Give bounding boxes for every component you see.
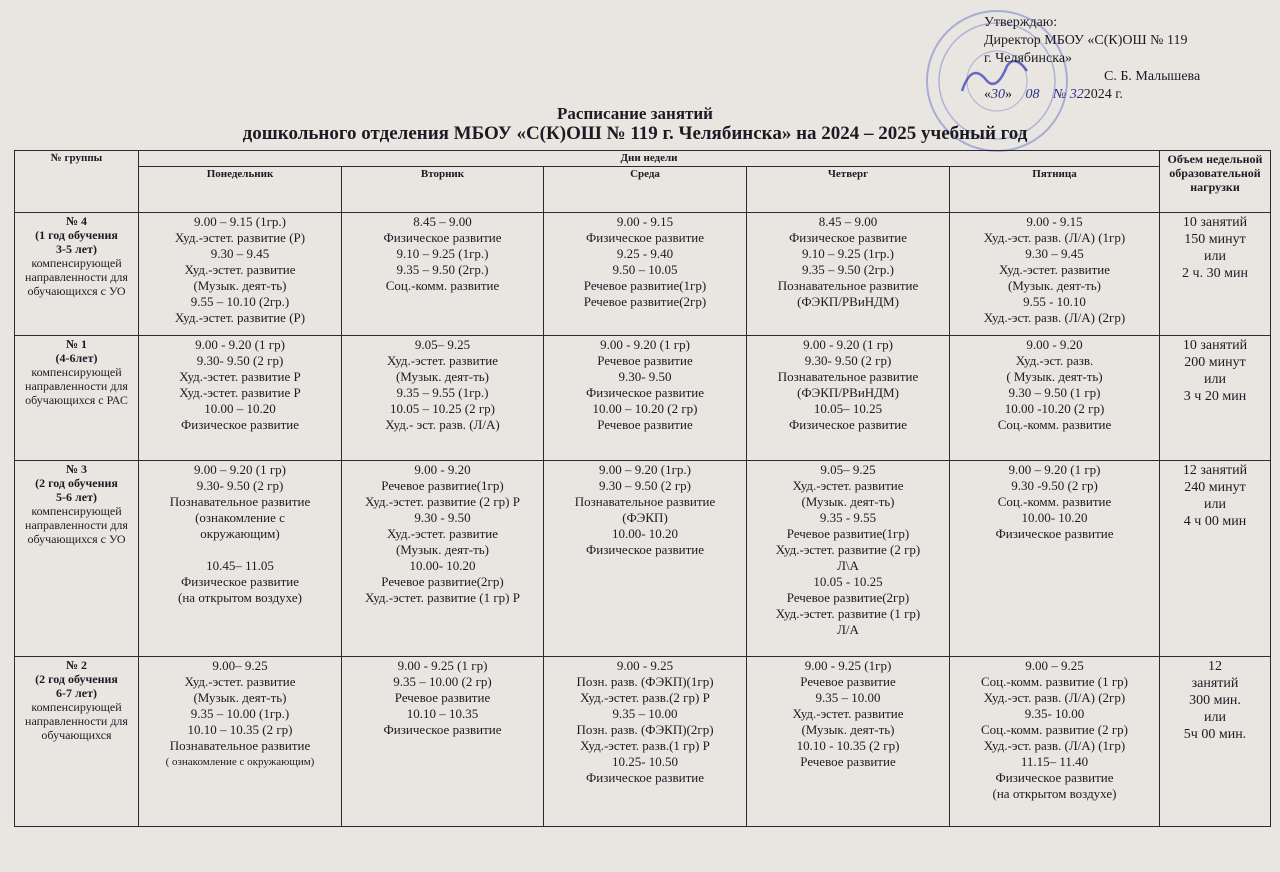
cell-line: (Музык. деят-ть) [193,690,287,705]
title-line-2: дошкольного отделения МБОУ «С(К)ОШ № 119 г. Челябинска» на 2024 – 2025 учебный год [242,123,1028,144]
cell-line: 12 [1208,659,1222,674]
cell-line: Речевое развитие(1гр) [786,526,910,541]
monday-cell [139,336,342,461]
cell-line: (2 год обучения [35,672,118,686]
cell-line: Речевое развитие [800,674,896,689]
cell-line: компенсирующей направленности для обучающихся с УО [25,504,128,546]
weekly-load-cell [1160,213,1271,336]
cell-line: Позн. разв. (ФЭКП)(1гр) [576,674,714,689]
cell-line: 10.10 - 10.35 (2 гр) [796,738,900,753]
cell-line: или [1204,372,1226,387]
schedule-row [15,213,1271,336]
header-tuesday: Вторник [342,167,544,213]
cell-line: 9.35 – 10.00 (1гр.) [190,706,290,721]
cell-line: 6-7 лет) [56,686,97,700]
cell-line: компенсирующей направленности для обучающихся [25,700,128,742]
weekly-load-cell [1160,657,1271,827]
cell-line: 9.00 – 9.25 [1025,658,1084,673]
cell-line: 10 занятий [1182,215,1248,230]
cell-line: 9.35 – 9.50 (2гр.) [396,262,489,277]
friday-cell [950,657,1160,827]
cell-line: 9.30- 9.50 (2 гр) [196,478,284,493]
cell-line: Худ.- эст. разв. (Л/А) [385,417,500,432]
cell-line: (2 год обучения [35,476,118,490]
cell-line: Физическое развитие [995,526,1114,541]
cell-line: Речевое развитие(2гр) [786,590,910,605]
cell-line: 9.25 - 9.40 [616,246,674,261]
cell-line: Физическое развитие [586,542,704,557]
header-thursday: Четверг [747,167,950,213]
cell-line: Речевое развитие [800,754,896,769]
cell-line: 9.00 - 9.25 [616,658,674,673]
cell-line: Худ.-эстет. развитие (1 гр) Р [364,590,520,605]
cell-line: № 1 [65,337,88,351]
cell-line: (Музык. деят-ть) [801,494,895,509]
wednesday-cell [544,213,747,336]
cell-line: 10.00- 10.20 [1021,510,1088,525]
cell-line: Худ.-эстет. разв.(1 гр) Р [580,738,710,753]
cell-line: 9.00 – 9.15 (1гр.) [194,214,286,229]
cell-line: (Музык. деят-ть) [801,722,895,737]
header-volume: Объем недельной образовательной нагрузки [1160,151,1271,213]
cell-line: ( ознакомление с окружающим) [165,756,315,768]
cell-line: Худ.-эстет. развитие [998,262,1111,277]
cell-line: 10.25- 10.50 [611,754,679,769]
cell-line: 200 минут [1184,355,1246,370]
cell-line: (Музык. деят-ть) [193,278,287,293]
cell-line: Речевое развитие(2гр) [381,574,504,589]
cell-line: 9.30 – 9.50 (2 гр) [599,478,691,493]
cell-line: Худ.-эст. разв. (Л/А) (1гр) [983,738,1126,753]
cell-line: Соц.-комм. развитие [997,494,1112,509]
cell-line: 9.35 – 9.50 (2гр.) [802,262,894,277]
cell-line: 9.00 - 9.25 (1гр) [804,658,892,673]
group-cell [15,336,139,461]
cell-line: Речевое развитие(1гр) [381,478,504,493]
cell-line: Л/А [837,622,859,637]
cell-line: Соц.-комм. развитие [997,417,1112,432]
cell-line: занятий [1191,676,1239,691]
wednesday-cell [544,657,747,827]
cell-line: (4-6лет) [55,351,98,365]
cell-line: 9.30 – 9.50 (1 гр) [1008,385,1101,400]
cell-line: ( Музык. деят-ть) [1006,369,1103,384]
cell-line: Физическое развитие [586,385,704,400]
monday-cell [139,657,342,827]
wednesday-cell [544,336,747,461]
schedule-row [15,461,1271,657]
header-group: № группы [15,151,139,213]
cell-line: 8.45 – 9.00 [413,214,472,229]
cell-line: 10 занятий [1182,338,1248,353]
page-title [0,104,1270,144]
header-monday: Понедельник [139,167,342,213]
tuesday-cell [342,336,544,461]
cell-line: 9.35 – 10.00 [815,690,881,705]
wednesday-cell [544,461,747,657]
cell-line: компенсирующей направленности для обучающихся с УО [25,256,128,298]
thursday-cell [747,213,950,336]
cell-line: 9.30- 9.50 [618,369,672,384]
cell-line: 10.05– 10.25 [813,401,883,416]
cell-line: 9.00 - 9.20 (1 гр) [600,337,690,352]
cell-line: 9.35- 10.00 [1024,706,1085,721]
cell-line: Соц.-комм. развитие [385,278,500,293]
cell-line: 9.00 - 9.20 (1 гр) [803,337,893,352]
header-wednesday: Среда [544,167,747,213]
cell-line: 10.05 - 10.25 [813,574,883,589]
cell-line: 9.30 – 9.45 [1025,246,1084,261]
friday-cell [950,461,1160,657]
cell-line: Соц.-комм. развитие (2 гр) [981,722,1128,737]
cell-line: Худ.-эстет. развитие Р [179,385,301,400]
cell-line [141,542,339,558]
cell-line: Речевое развитие(1гр) [583,278,707,293]
cell-line: 8.45 – 9.00 [818,214,878,229]
cell-line: 9.00– 9.25 [212,658,268,673]
cell-line: Речевое развитие(2гр) [583,294,707,309]
cell-line: 5ч 00 мин. [1183,727,1247,742]
cell-line: 3 ч 20 мин [1183,389,1247,404]
cell-line: Худ.-эст. разв. (Л/А) (1гр) [983,230,1126,245]
monday-cell [139,213,342,336]
approval-date: «30» 08 № 322024 г. [984,87,1123,102]
cell-line: 9.35 – 9.55 (1гр.) [396,385,489,400]
cell-line: 150 минут [1184,232,1246,247]
cell-line: 10.00 – 10.20 (2 гр) [592,401,698,416]
cell-line: (1 год обучения [35,228,118,242]
cell-line: (Музык. деят-ть) [395,542,490,557]
cell-line: 9.00 – 9.20 (1 гр) [1008,462,1101,477]
tuesday-cell [342,657,544,827]
friday-cell [950,336,1160,461]
cell-line: № 3 [65,462,88,476]
group-cell [15,461,139,657]
cell-line: 240 минут [1184,480,1246,495]
thursday-cell [747,461,950,657]
cell-line: 9.05– 9.25 [820,462,876,477]
cell-line: Познавательное развитие [777,369,919,384]
cell-line: Худ.-эстет. развитие [184,262,296,277]
cell-line: 9.00 - 9.20 (1 гр) [195,337,285,352]
approval-line: Утверждаю: [984,15,1058,30]
cell-line: Худ.-эстет. развитие (2 гр) Р [364,494,520,509]
cell-line: 9.00 - 9.20 [414,462,471,477]
group-cell [15,657,139,827]
cell-line: Речевое развитие [597,417,693,432]
cell-line: 9.00 – 9.20 (1гр.) [599,462,691,477]
thursday-cell [747,657,950,827]
approval-line: Директор МБОУ «С(К)ОШ № 119 [984,33,1188,48]
cell-line: 9.35 - 9.55 [819,510,877,525]
cell-line: Физическое развитие [789,230,907,245]
schedule-table [14,150,1271,827]
cell-line: Физическое развитие [995,770,1114,785]
cell-line: 9.30 - 9.50 [414,510,471,525]
cell-line: Худ.-эстет. разв.(2 гр) Р [580,690,710,705]
cell-line: 9.05– 9.25 [414,337,471,352]
title-line-1: Расписание занятий [557,104,713,123]
friday-cell [950,213,1160,336]
cell-line: Речевое развитие [597,353,693,368]
cell-line: 9.30 – 9.45 [210,246,270,261]
header-friday: Пятница [950,167,1160,213]
cell-line: 10.05 – 10.25 (2 гр) [390,401,495,416]
cell-line: 9.00 - 9.20 [1026,337,1083,352]
cell-line: Познавательное развитие [574,494,716,509]
cell-line: Физическое развитие [586,770,704,785]
cell-line: 9.00 - 9.15 [616,214,674,229]
cell-line: 2 ч. 30 мин [1182,266,1248,281]
cell-line: (на открытом воздухе) [178,590,302,605]
cell-line: Худ.-эстет. развитие Р [179,369,301,384]
monday-cell [139,461,342,657]
cell-line: 12 занятий [1182,463,1248,478]
cell-line: Худ.-эстет. развитие [792,478,904,493]
cell-line: 9.30 -9.50 (2 гр) [1011,478,1098,493]
cell-line: Познавательное развитие [777,278,919,293]
cell-line: 10.10 – 10.35 (2 гр) [187,722,293,737]
cell-line: (Музык. деят-ть) [1007,278,1102,293]
schedule-row [15,336,1271,461]
cell-line: (ФЭКП) [622,510,668,525]
cell-line: Соц.-комм. развитие (1 гр) [981,674,1128,689]
cell-line: или [1204,710,1226,725]
cell-line: 3-5 лет) [56,242,97,256]
cell-line: Физическое развитие [586,230,704,245]
cell-line: 10.10 – 10.35 [406,706,479,721]
cell-line: 9.10 – 9.25 (1гр.) [396,246,489,261]
cell-line: 10.00- 10.20 [409,558,476,573]
cell-line: № 4 [65,214,88,228]
cell-line: Худ.-эстет. развитие [386,526,499,541]
cell-line: 4 ч 00 мин [1183,514,1247,529]
cell-line: Худ.-эстет. развитие (1 гр) [775,606,921,621]
cell-line: (на открытом воздухе) [992,786,1117,801]
cell-line: или [1204,249,1226,264]
cell-line: № 2 [65,658,88,672]
cell-line: (ФЭКП/РВиНДМ) [797,294,899,309]
approval-signer: С. Б. Малышева [1104,69,1201,84]
cell-line: 10.45– 11.05 [206,558,274,573]
thursday-cell [747,336,950,461]
cell-line: 9.30- 9.50 (2 гр) [196,353,284,368]
cell-line: Речевое развитие [394,690,491,705]
cell-line: Худ.-эстет. развитие [792,706,904,721]
cell-line: 10.00 -10.20 (2 гр) [1004,401,1105,416]
cell-line: Познавательное развитие [169,494,311,509]
approval-line: г. Челябинска» [984,51,1073,66]
schedule-row [15,657,1271,827]
cell-line: (ФЭКП/РВиНДМ) [797,385,899,400]
group-cell [15,213,139,336]
cell-line: (Музык. деят-ть) [395,369,490,384]
cell-line: Познавательное развитие [169,738,311,753]
cell-line: Худ.-эстет. развитие (Р) [174,310,306,325]
cell-line: (ознакомление с [195,510,285,525]
cell-line: Физическое развитие [181,417,299,432]
tuesday-cell [342,461,544,657]
cell-line: Худ.-эстет. развитие (Р) [174,230,306,245]
cell-line: окружающим) [200,526,280,541]
cell-line: 5-6 лет) [56,490,97,504]
cell-line: Худ.-эстет. развитие [184,674,296,689]
header-days: Дни недели [139,151,1160,167]
cell-line: 9.10 – 9.25 (1гр.) [802,246,894,261]
cell-line: Физическое развитие [383,722,502,737]
cell-line: 11.15– 11.40 [1020,754,1089,769]
cell-line: Л\А [837,558,859,573]
cell-line: 9.35 – 10.00 [612,706,678,721]
cell-line: 9.00 – 9.20 (1 гр) [194,462,286,477]
cell-line: Физическое развитие [181,574,299,589]
cell-line: 9.35 – 10.00 (2 гр) [393,674,492,689]
cell-line: Худ.-эстет. развитие [386,353,499,368]
cell-line: Позн. разв. (ФЭКП)(2гр) [576,722,714,737]
weekly-load-cell [1160,461,1271,657]
cell-line: 10.00 – 10.20 [204,401,276,416]
cell-line: или [1204,497,1226,512]
cell-line: Физическое развитие [383,230,502,245]
cell-line: 300 мин. [1189,693,1241,708]
cell-line: 9.55 – 10.10 (2гр.) [190,294,290,309]
cell-line: Физическое развитие [789,417,907,432]
cell-line: 9.00 - 9.15 [1026,214,1083,229]
tuesday-cell [342,213,544,336]
cell-line: 9.30- 9.50 (2 гр) [804,353,892,368]
cell-line: компенсирующей направленности для обучающихся с РАС [25,365,128,407]
cell-line: Худ.-эст. разв. (Л/А) (2гр) [983,310,1126,325]
cell-line: Худ.-эст. разв. [1015,353,1094,368]
cell-line: 10.00- 10.20 [611,526,679,541]
cell-line: Худ.-эстет. развитие (2 гр) [775,542,921,557]
approval-block [984,14,1274,104]
weekly-load-cell [1160,336,1271,461]
cell-line: Худ.-эст. разв. (Л/А) (2гр) [983,690,1126,705]
cell-line: 9.00 - 9.25 (1 гр) [397,658,488,673]
cell-line: 9.55 - 10.10 [1023,294,1086,309]
cell-line: 9.50 – 10.05 [612,262,678,277]
